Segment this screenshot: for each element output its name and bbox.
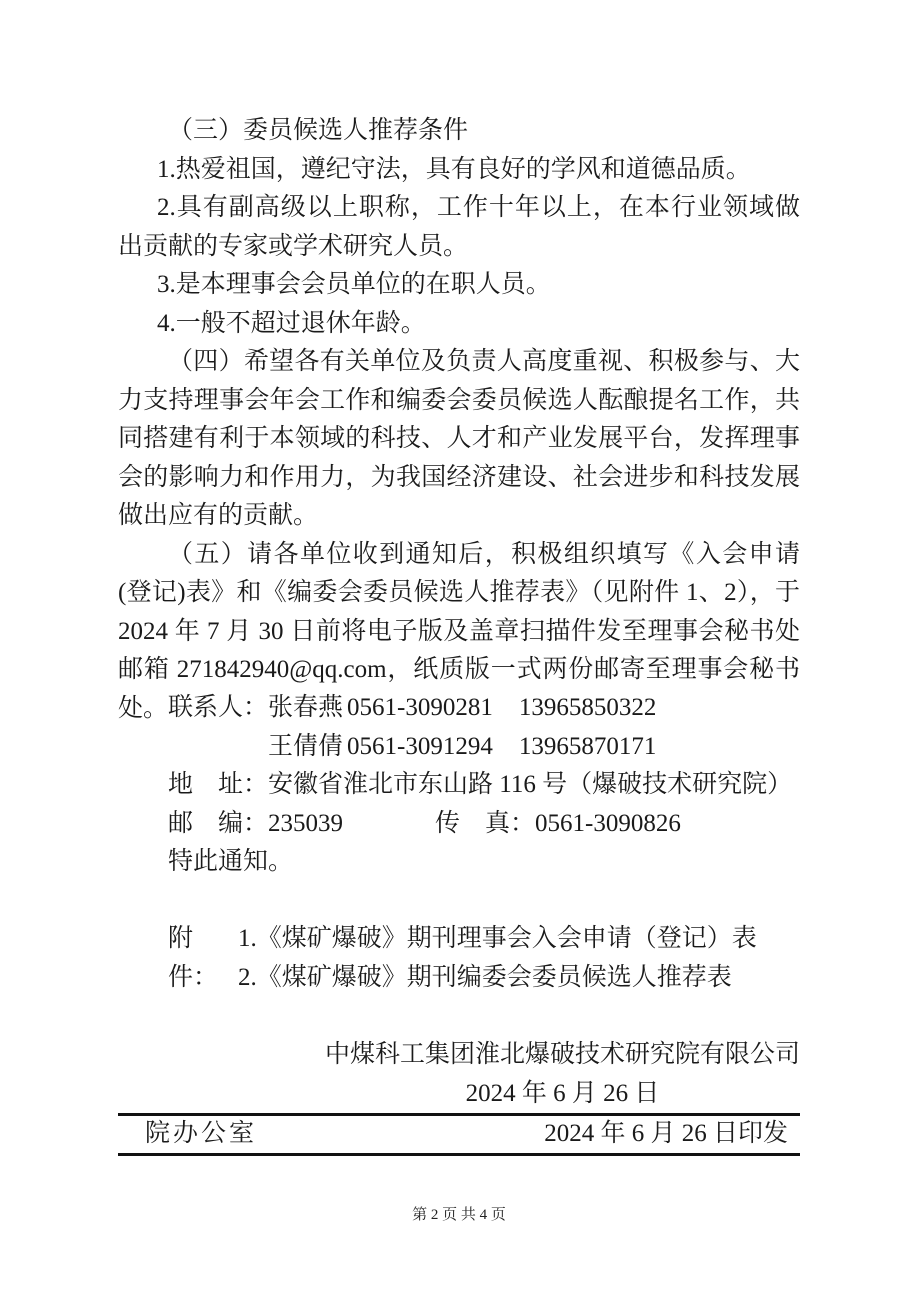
document-body xyxy=(118,112,800,728)
postal-code: 235039 xyxy=(268,809,343,837)
attachments-label: 附件： xyxy=(168,925,219,991)
issuing-office: 院办公室 xyxy=(145,1120,258,1148)
section-5-paragraph: （五）请各单位收到通知后，积极组织填写《入会申请(登记)表》和《编委会委员候选人推荐表》（见附件 1、2），于 2024 年 7 月 30 日前将电子版及盖章扫描件发至理事会秘书处邮箱 271842940@qq.com，纸质版一式两份邮寄至理事会秘书处。 xyxy=(118,540,800,722)
condition-item-2: 2.具有副高级以上职称，工作十年以上，在本行业领域做出贡献的专家或学术研究人员。 xyxy=(118,194,800,260)
contact-name: 张春燕 xyxy=(268,694,344,721)
page-number: 第 2 页 共 4 页 xyxy=(412,1207,506,1223)
contact-mobile: 13965870171 xyxy=(518,732,657,760)
signature-block xyxy=(325,1036,800,1113)
attachment-item: 1.《煤矿爆破》期刊理事会入会申请（登记）表 xyxy=(238,925,757,952)
address-row xyxy=(118,766,800,805)
postal-row xyxy=(118,805,800,844)
contact-label-spacer xyxy=(168,728,268,767)
contact-block xyxy=(118,689,800,882)
attachments-block xyxy=(118,920,850,997)
contact-mobile: 13965850322 xyxy=(518,694,657,721)
condition-item-4: 4.一般不超过退休年龄。 xyxy=(157,309,426,337)
fax-label: 传 真： xyxy=(435,809,536,837)
print-date: 2024 年 6 月 26 日印发 xyxy=(544,1120,788,1148)
section-3-heading: （三）委员候选人推荐条件 xyxy=(168,117,469,144)
contact-row xyxy=(118,689,800,728)
contact-row xyxy=(118,728,800,767)
signature-company: 中煤科工集团淮北爆破技术研究院有限公司 xyxy=(324,1041,800,1068)
address-label: 地 址： xyxy=(168,771,269,798)
contact-phone: 0561-3090281 xyxy=(347,694,493,721)
signature-date: 2024 年 6 月 26 日 xyxy=(465,1079,660,1107)
contact-label: 联系人： xyxy=(168,694,269,721)
contact-name: 王倩倩 xyxy=(268,732,344,760)
condition-item-1: 1.热爱祖国，遵纪守法，具有良好的学风和道德品质。 xyxy=(157,155,751,183)
closing-line: 特此通知。 xyxy=(168,848,294,875)
attachment-item: 2.《煤矿爆破》期刊编委会委员候选人推荐表 xyxy=(238,963,732,991)
fax-number: 0561-3090826 xyxy=(535,809,681,837)
section-4-paragraph: （四）希望各有关单位及负责人高度重视、积极参与、大力支持理事会年会工作和编委会委员候选人酝酿提名工作，共同搭建有利于本领域的科技、人才和产业发展平台，发挥理事会的影响力和作用力，为我国经济建设、社会进步和科技发展做出应有的贡献。 xyxy=(118,348,800,529)
postal-label: 邮 编： xyxy=(168,809,269,837)
contact-phone: 0561-3091294 xyxy=(347,732,493,760)
address-value: 安徽省淮北市东山路 116 号（爆破技术研究院） xyxy=(268,771,793,798)
condition-item-3: 3.是本理事会会员单位的在职人员。 xyxy=(157,271,551,298)
attachments-list xyxy=(238,920,757,997)
colophon-bar xyxy=(118,1113,800,1156)
